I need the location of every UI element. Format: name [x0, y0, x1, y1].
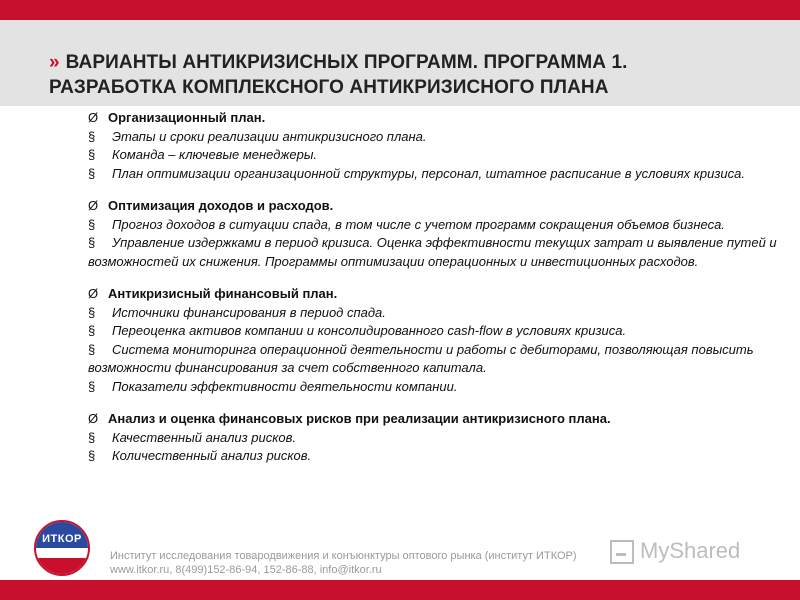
arrow-bullet-icon: Ø	[88, 110, 99, 125]
section-bullet-icon: §	[88, 304, 96, 320]
list-item	[88, 216, 788, 235]
section-heading	[88, 109, 788, 128]
list-item	[88, 322, 788, 341]
list-item	[88, 304, 788, 323]
list-item	[88, 429, 788, 448]
list-item-text: Переоценка активов компании и консолидированного cash-flow в условиях кризиса.	[112, 323, 627, 338]
section-heading-text: Оптимизация доходов и расходов.	[108, 198, 334, 213]
arrow-bullet-icon: Ø	[88, 286, 99, 301]
list-item-text: Система мониторинга операционной деятельности и работы с дебиторами, позволяющая повысить возможности финансирования за счет собственного капитала.	[88, 341, 754, 375]
list-item-text: Этапы и сроки реализации антикризисного плана.	[112, 128, 427, 144]
logo-red-segment	[36, 558, 88, 574]
list-item	[88, 128, 788, 147]
section-risk-analysis	[88, 410, 788, 466]
title-line-2: РАЗРАБОТКА КОМПЛЕКСНОГО АНТИКРИЗИСНОГО ПЛАНА	[49, 77, 609, 98]
section-bullet-icon: §	[88, 216, 96, 232]
list-item-text: Качественный анализ рисков.	[112, 429, 297, 445]
arrow-bullet-icon: Ø	[88, 198, 99, 213]
section-heading	[88, 285, 788, 304]
section-heading	[88, 197, 788, 216]
title-line-1	[49, 50, 789, 75]
watermark	[610, 538, 770, 568]
chevron-icon: »	[49, 52, 60, 73]
section-bullet-icon: §	[88, 128, 96, 144]
section-bullet-icon: §	[88, 235, 96, 250]
footer-contacts: www.itkor.ru, 8(499)152-86-94, 152-86-88, info@itkor.ru	[110, 564, 382, 576]
bottom-accent-bar	[0, 580, 800, 600]
section-financial-plan	[88, 285, 788, 396]
slide-title	[49, 50, 789, 100]
section-bullet-icon: §	[88, 429, 96, 445]
logo-text: ИТКОР	[42, 533, 82, 545]
list-item	[88, 378, 788, 397]
section-bullet-icon: §	[88, 378, 96, 394]
title-text-1: ВАРИАНТЫ АНТИКРИЗИСНЫХ ПРОГРАММ. ПРОГРАММА 1.	[65, 52, 628, 73]
list-item-text: Прогноз доходов в ситуации спада, в том числе с учетом программ сокращения объемов бизнеса.	[112, 216, 725, 232]
list-item	[88, 341, 788, 378]
list-item	[88, 447, 788, 466]
section-income-expense	[88, 197, 788, 271]
watermark-text: MyShared	[640, 538, 741, 563]
list-item-text: Команда – ключевые менеджеры.	[112, 147, 318, 162]
footer-institute: Институт исследования товародвижения и конъюнктуры оптового рынка (институт ИТКОР)	[110, 550, 577, 562]
section-bullet-icon: §	[88, 147, 96, 162]
list-item-text: Управление издержками в период кризиса. Оценка эффективности текущих затрат и выявление путей и возможностей их снижения. Программы оптимизации операционных и инвестиционных расходов.	[88, 235, 777, 269]
section-heading-text: Анализ и оценка финансовых рисков при реализации антикризисного плана.	[108, 411, 611, 426]
itkor-logo	[34, 520, 90, 576]
list-item-text: План оптимизации организационной структуры, персонал, штатное расписание в условиях кризиса.	[112, 165, 745, 181]
list-item	[88, 234, 788, 271]
section-heading	[88, 410, 788, 429]
section-bullet-icon: §	[88, 341, 96, 357]
list-item-text: Показатели эффективности деятельности компании.	[112, 378, 458, 394]
top-accent-bar	[0, 0, 800, 20]
section-bullet-icon: §	[88, 323, 96, 338]
section-bullet-icon: §	[88, 448, 96, 463]
list-item-text: Источники финансирования в период спада.	[112, 304, 386, 320]
section-bullet-icon: §	[88, 165, 96, 181]
section-org-plan	[88, 109, 788, 183]
presentation-icon	[610, 540, 634, 564]
list-item	[88, 146, 788, 165]
section-heading-text: Антикризисный финансовый план.	[108, 286, 338, 301]
section-heading-text: Организационный план.	[108, 110, 266, 125]
list-item	[88, 165, 788, 184]
slide-content	[88, 109, 788, 466]
arrow-bullet-icon: Ø	[88, 411, 99, 426]
list-item-text: Количественный анализ рисков.	[112, 448, 312, 463]
